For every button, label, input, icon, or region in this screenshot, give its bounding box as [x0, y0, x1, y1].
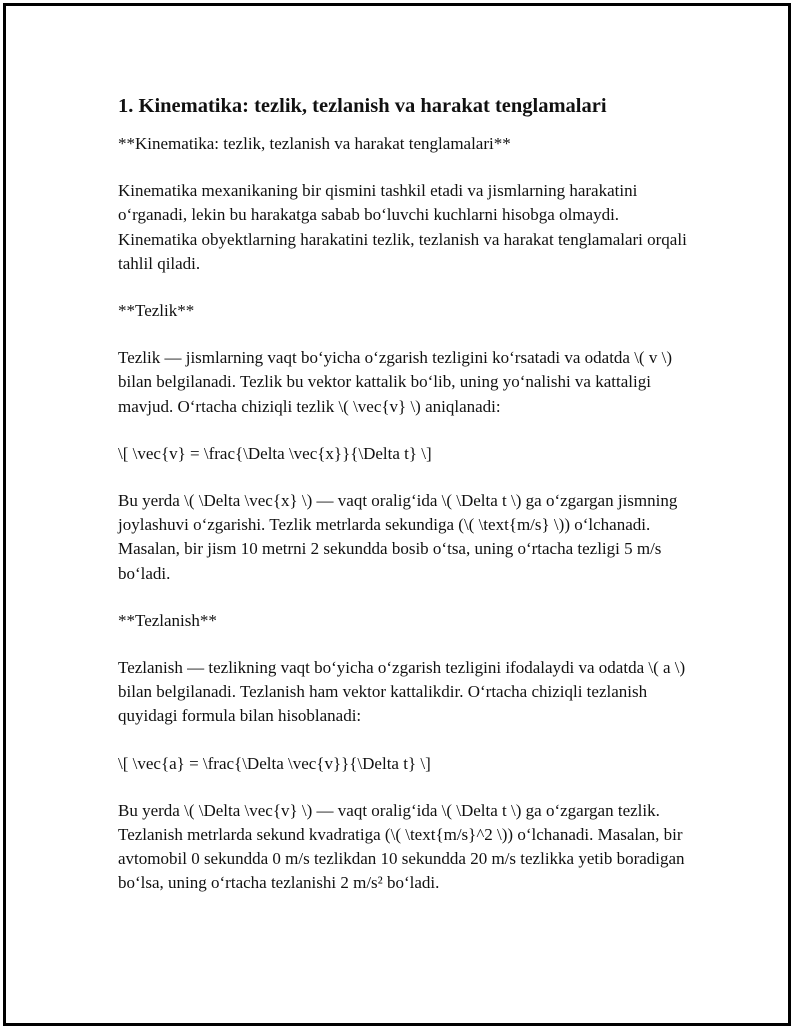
document-body — [118, 92, 698, 919]
document-heading: 1. Kinematika: tezlik, tezlanish va harakat tenglamalari — [118, 95, 607, 117]
paragraph-intro: Kinematika mexanikaning bir qismini tashkil etadi va jismlarning harakatini o‘rganadi, lekin bu harakatga sabab bo‘luvchi kuchlarni hisobga olmaydi. Kinematika obyektlarning harakatini tezlik, tezlanish va harakat tenglamalari orqali tahlil qiladi. — [118, 181, 687, 273]
paragraph-tezlik-explanation: Bu yerda \( \Delta \vec{x} \) — vaqt oralig‘ida \( \Delta t \) ga o‘zgargan jismning joylashuvi o‘zgarishi. Tezlik metrlarda sekundiga (\( \text{m/s} \)) o‘lchanadi. Masalan, bir jism 10 metrni 2 sekundda bosib o‘tsa, uning o‘rtacha tezligi 5 m/s bo‘ladi. — [118, 491, 678, 583]
formula-velocity: \[ \vec{v} = \frac{\Delta \vec{x}}{\Delta t} \] — [118, 443, 432, 463]
paragraph-tezlanish-definition: Tezlanish — tezlikning vaqt bo‘yicha o‘zgarish tezligini ifodalaydi va odatda \( a \) bilan belgilanadi. Tezlanish ham vektor kattalikdir. O‘rtacha chiziqli tezlanish quyidagi formula bilan hisoblanadi: — [118, 658, 686, 726]
paragraph-bold-title: **Kinematika: tezlik, tezlanish va harakat tenglamalari** — [118, 134, 511, 153]
formula-acceleration: \[ \vec{a} = \frac{\Delta \vec{v}}{\Delta t} \] — [118, 753, 431, 773]
paragraph-tezlik-title: **Tezlik** — [118, 301, 195, 321]
paragraph-tezlik-definition: Tezlik — jismlarning vaqt bo‘yicha o‘zgarish tezligini ko‘rsatadi va odatda \( v \) bilan belgilanadi. Tezlik bu vektor kattalik bo‘lib, uning yo‘nalishi va kattaligi mavjud. O‘rtacha chiziqli tezlik \( \vec{v} \) aniqlanadi: — [118, 348, 672, 416]
paragraph-tezlanish-title: **Tezlanish** — [118, 610, 217, 630]
paragraph-tezlanish-explanation: Bu yerda \( \Delta \vec{v} \) — vaqt oralig‘ida \( \Delta t \) ga o‘zgargan tezlik. Tezlanish metrlarda sekund kvadratiga (\( \text{m/s}^2 \)) o‘lchanadi. Masalan, bir avtomobil 0 sekundda 0 m/s tezlikdan 10 sekundda 20 m/s tezlikka yetib boradigan bo‘lsa, uning o‘rtacha tezlanishi 2 m/s² bo‘ladi. — [118, 800, 685, 893]
